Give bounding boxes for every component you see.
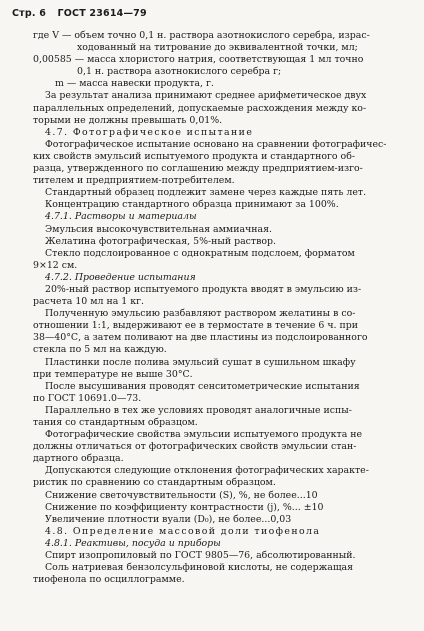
text-line: Концентрацию стандартного образца принимают за 100%.: [45, 199, 339, 211]
text-line: параллельных определений, допускаемые расхождения между ко-: [33, 102, 367, 114]
text-line: где V — объем точно 0,1 н. раствора азотнокислого серебра, израс-: [33, 30, 370, 41]
text-line: Фотографические свойства эмульсии испытуемого продукта не: [45, 429, 363, 441]
text-line: разца, утвержденного по соглашению между предприятием-изго-: [33, 163, 363, 175]
text-line: торыми не должны превышать 0,01%.: [33, 114, 223, 126]
text-line: Стекло подслоированное с однократным подслоем, форматом: [45, 247, 355, 259]
text-line: 38—40°С, а затем поливают на две пластины из подслоированного: [33, 332, 368, 344]
section-heading: 4.7. Фотографическое испытание: [45, 126, 254, 138]
text-line: Допускаются следующие отклонения фотографических характе-: [45, 465, 369, 477]
text-line: За результат анализа принимают среднее арифметическое двух: [45, 90, 367, 102]
text-line: Фотографическое испытание основано на сравнении фотографичес-: [45, 138, 387, 150]
subsection-heading: 4.7.2. Проведение испытания: [45, 271, 196, 283]
text-line: 20%-ный раствор испытуемого продукта вводят в эмульсию из-: [45, 283, 362, 295]
subsection-heading: 4.7.1. Растворы и материалы: [45, 211, 197, 223]
page-number: Стр. 6: [12, 8, 47, 19]
text-line: Спирт изопропиловый по ГОСТ 9805—76, абсолютированный.: [45, 550, 356, 562]
text-line: m — масса навески продукта, г.: [55, 78, 214, 90]
section-heading: 4.8. Определение массовой доли тиофенола: [45, 525, 321, 537]
text-line: ких свойств эмульсий испытуемого продукта и стандартного об-: [33, 150, 356, 162]
text-line: Эмульсия высокочувствительная аммиачная.: [45, 223, 272, 235]
text-line: После высушивания проводят сенситометрические испытания: [45, 380, 360, 392]
text-line: дартного образца.: [33, 453, 124, 465]
text-line: стекла по 5 мл на каждую.: [33, 344, 167, 356]
text-line: при температуре не выше 30°С.: [33, 368, 193, 380]
text-line: ходованный на титрование до эквивалентной точки, мл;: [77, 42, 358, 54]
text-line: расчета 10 мл на 1 кг.: [33, 296, 144, 308]
text-line: тиофенола по осциллограмме.: [33, 574, 185, 586]
subsection-heading: 4.8.1. Реактивы, посуда и приборы: [45, 537, 221, 549]
text-line: должны отличаться от фотографических свойств эмульсии стан-: [33, 441, 357, 453]
text-line: 0,00585 — масса хлористого натрия, соответствующая 1 мл точно: [33, 54, 364, 66]
text-line: тителем и предприятием-потребителем.: [33, 175, 235, 187]
text-line: ристик по сравнению со стандартным образцом.: [33, 477, 276, 489]
tolerance-line: Снижение по коэффициенту контрастности (j), %... ±10: [45, 501, 324, 513]
tolerance-line: Увеличение плотности вуали (D₀), не более...0,03: [45, 513, 292, 525]
text-line: отношении 1:1, выдерживают ее в термостате в течение 6 ч. при: [33, 320, 359, 332]
text-line: 9×12 см.: [33, 259, 78, 271]
text-line: 0,1 н. раствора азотнокислого серебра г;: [77, 66, 282, 78]
document-body: [33, 30, 416, 586]
text-line: Пластинки после полива эмульсий сушат в сушильном шкафу: [45, 356, 356, 368]
text-line: по ГОСТ 10691.0—73.: [33, 392, 142, 404]
text-line: Соль натриевая бензолсульфиновой кислоты, не содержащая: [45, 562, 354, 574]
text-line: Желатина фотографическая, 5%-ный раствор.: [45, 235, 277, 247]
tolerance-line: Снижение светочувствительности (S), %, не более...10: [45, 489, 318, 501]
standard-number: ГОСТ 23614—79: [57, 8, 147, 19]
text-line: Стандартный образец подлежит замене через каждые пять лет.: [45, 187, 367, 199]
text-line: тания со стандартным образцом.: [33, 417, 198, 428]
text-line: Полученную эмульсию разбавляют раствором желатины в со-: [45, 308, 356, 320]
page-header: [12, 8, 155, 19]
text-line: Параллельно в тех же условиях проводят аналогичные испы-: [45, 404, 352, 416]
